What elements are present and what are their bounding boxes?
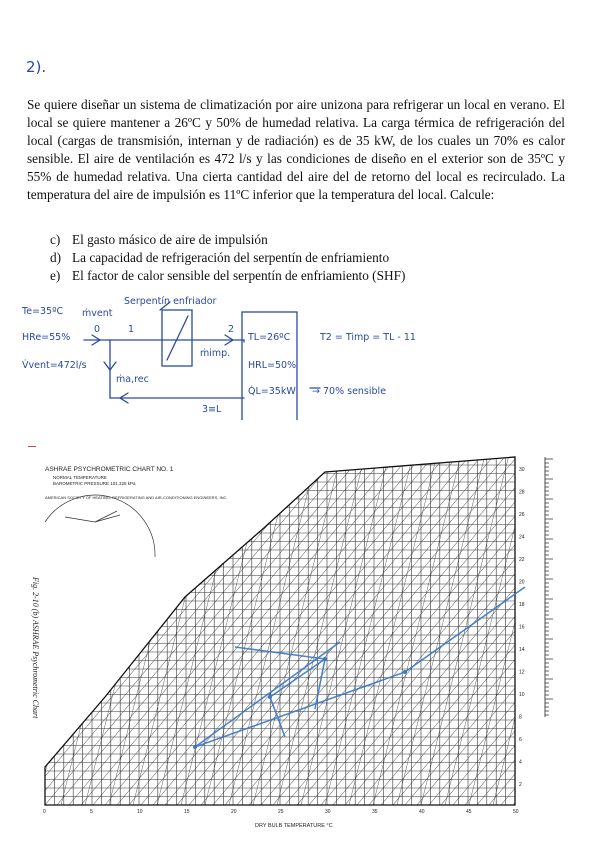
grid-line [45, 447, 345, 805]
sketch-mimp: ṁimp. [200, 348, 231, 359]
sketch-equation: T2 = Timp = TL - 11 [320, 332, 416, 343]
grid-line [25, 447, 57, 805]
chart-grid [25, 447, 575, 805]
x-tick-label: 35 [372, 809, 378, 815]
grid-line [517, 447, 575, 805]
protractor [45, 495, 155, 557]
grid-line [573, 447, 575, 805]
grid-line [25, 447, 273, 805]
sketch-ql: Q̇L=35kW [248, 386, 296, 397]
question-item [50, 267, 405, 285]
grid-line [109, 447, 199, 805]
grid-line [421, 447, 511, 805]
grid-line [25, 447, 237, 805]
sketch-coil-label: Serpentín enfriador [124, 296, 217, 307]
grid-line [61, 447, 151, 805]
y-tick-label: 22 [519, 557, 525, 563]
grid-line [541, 447, 575, 805]
grid-line [25, 447, 201, 805]
grid-line [93, 447, 393, 805]
system-sketch [20, 290, 440, 420]
sketch-vvent: V̇vent=472l/s [22, 360, 87, 371]
state-point [268, 695, 272, 699]
grid-line [285, 447, 575, 805]
grid-line [565, 447, 575, 805]
grid-line [81, 447, 381, 805]
grid-line [253, 447, 343, 805]
sketch-point-3: 3≡L [202, 404, 222, 415]
question-letter: e) [50, 268, 61, 283]
x-tick-label: 45 [466, 809, 472, 815]
problem-number: 2). [26, 58, 47, 76]
question-text: El gasto másico de aire de impulsión [72, 232, 268, 247]
grid-line [501, 447, 575, 805]
y-tick-label: 2 [519, 782, 522, 788]
grid-line [33, 447, 333, 805]
y-tick-label: 8 [519, 714, 522, 721]
y-tick-label: 4 [519, 759, 522, 766]
grid-line [237, 447, 537, 805]
psychrometric-chart [25, 447, 575, 832]
grid-line [429, 447, 575, 805]
x-tick-label: 5 [90, 809, 93, 815]
state-point [403, 670, 407, 674]
chart-sub2: BAROMETRIC PRESSURE 101.325 kPa [53, 481, 136, 486]
sketch-hre: HRe=55% [22, 332, 71, 343]
grid-line [133, 447, 223, 805]
y-tick-label: 14 [519, 647, 525, 653]
grid-line [549, 447, 575, 805]
state-point [193, 745, 197, 749]
question-letter: d) [50, 250, 62, 265]
y-tick-label: 12 [519, 669, 525, 676]
x-tick-label: 50 [513, 809, 519, 815]
grid-line [37, 447, 127, 805]
question-text: La capacidad de refrigeración del serpentín de enfriamiento [72, 250, 390, 265]
x-axis-label: DRY BULB TEMPERATURE °C [255, 823, 333, 829]
grid-line [165, 447, 465, 805]
grid-line [397, 447, 487, 805]
grid-line [489, 447, 575, 805]
x-tick-label: 15 [184, 809, 190, 815]
sketch-mrec: ṁa,rec [116, 374, 149, 385]
grid-line [277, 447, 367, 805]
grid-line [561, 447, 575, 805]
grid-line [345, 447, 575, 805]
grid-line [333, 447, 575, 805]
grid-line [105, 447, 405, 805]
grid-line [201, 447, 501, 805]
sketch-mvent: ṁvent [82, 308, 113, 319]
side-caption: Fig. 2-10 (b) ASHRAE Psychrometric Chart [31, 577, 40, 719]
grid-line [129, 447, 429, 805]
x-tick-label: 10 [137, 809, 143, 815]
grid-line [25, 447, 141, 805]
grid-line [349, 447, 439, 805]
grid-line [537, 447, 575, 805]
grid-line [25, 447, 165, 805]
y-tick-label: 18 [519, 602, 525, 608]
y-tick-label: 16 [519, 624, 525, 631]
state-point [323, 657, 327, 661]
question-item [50, 231, 405, 249]
y-tick-label: 6 [519, 737, 522, 743]
grid-line [441, 447, 575, 805]
grid-line [25, 447, 213, 805]
grid-line [321, 447, 575, 805]
sketch-point-2: 2 [228, 324, 235, 335]
y-tick-label: 10 [519, 692, 525, 698]
y-tick-label: 26 [519, 512, 525, 518]
grid-line [525, 447, 575, 805]
x-tick-label: 25 [278, 809, 284, 815]
grid-line [493, 447, 575, 805]
grid-line [25, 447, 31, 805]
grid-line [273, 447, 573, 805]
y-tick-label: 24 [519, 534, 525, 541]
sketch-tl: TL=26ºC [248, 332, 291, 343]
grid-line [261, 447, 561, 805]
grid-line [69, 447, 369, 805]
grid-line [205, 447, 295, 805]
grid-line [381, 447, 575, 805]
question-item [50, 249, 405, 267]
x-tick-label: 40 [419, 809, 425, 815]
y-tick-label: 30 [519, 467, 525, 473]
x-tick-label: 20 [231, 809, 237, 815]
grid-line [181, 447, 271, 805]
problem-statement: Se quiere diseñar un sistema de climatización por aire unizona para refrigerar un local en verano. El local se quiere mantener a 26ºC y 50% de humedad relativa. La carga térmica de refrigeración del local (cargas de transmisión, internan y de radiación) es de 35 kW, de los cuales un 70% es calor sensible. El aire de ventilación es 472 l/s y las condiciones de diseño en el exterior son de 35ºC y 55% de humedad relativa. Una cierta cantidad del aire del de retorno del local es recirculado. La temperatura del aire de impulsión es 11ºC inferior que la temperatura del local. Calcule: [27, 97, 565, 202]
grid-line [153, 447, 453, 805]
chart-sub3: AMERICAN SOCIETY OF HEATING, REFRIGERATING AND AIR-CONDITIONING ENGINEERS, INC. [45, 495, 228, 500]
grid-line [369, 447, 575, 805]
sketch-point-1: 1 [128, 324, 135, 335]
grid-line [25, 447, 153, 805]
chart-title: ASHRAE PSYCHROMETRIC CHART NO. 1 [45, 466, 174, 473]
grid-line [25, 447, 177, 805]
grid-line [25, 447, 261, 805]
chart-sub1: NORMAL TEMPERATURE [53, 475, 107, 480]
grid-line [157, 447, 247, 805]
sketch-arrow-note: → 70% sensible [312, 386, 387, 397]
grid-line [225, 447, 525, 805]
question-letter: c) [50, 232, 61, 247]
grid-line [25, 447, 189, 805]
x-tick-label: 0 [43, 809, 46, 815]
grid-line [57, 447, 357, 805]
y-tick-label: 20 [519, 579, 525, 586]
sketch-te: Te=35ºC [22, 306, 64, 317]
sketch-hrl: HRL=50% [248, 360, 297, 371]
y-tick-label: 28 [519, 489, 525, 496]
grid-line [325, 447, 415, 805]
grid-line [469, 447, 559, 805]
grid-line [189, 447, 489, 805]
sketch-point-0: 0 [94, 324, 101, 335]
question-text: El factor de calor sensible del serpentín de enfriamiento (SHF) [72, 268, 406, 283]
x-tick-label: 30 [325, 809, 331, 815]
question-list [50, 231, 405, 285]
